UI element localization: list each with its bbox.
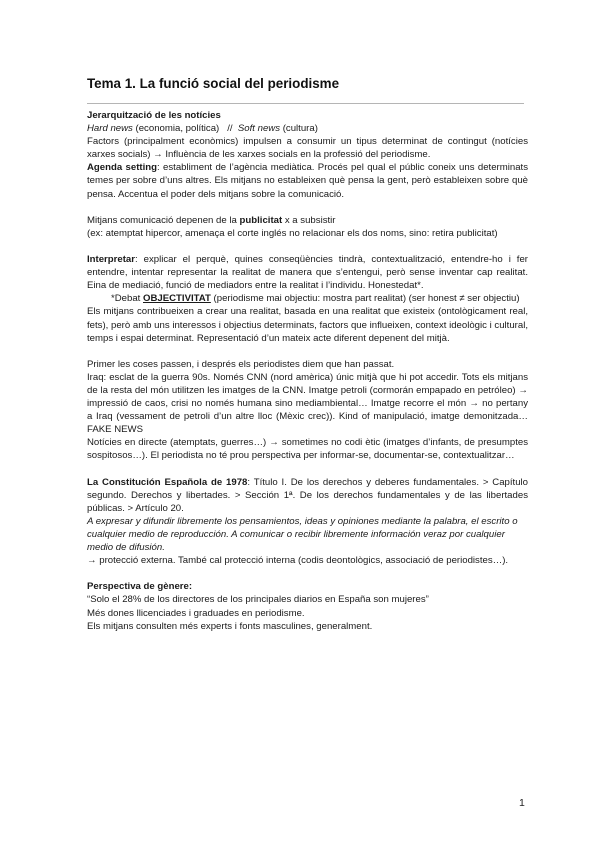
hard-news-term: Hard news [87,123,133,135]
constitucion-title: La Constitución Española de 1978 [87,476,248,488]
genere-line-2: Més dones llicenciades i graduades en periodisme. [87,607,305,619]
page-number: 1 [519,797,525,809]
debat-pre: *Debat [111,293,143,305]
factors-paragraph: Factors (principalment econòmics) impulsen a consumir un tipus determinat de contingut (notícies xarxes socials) → Influència de les xarxes socials en la professió del periodisme. [87,136,528,161]
news-types-line [87,122,528,135]
debat-objectivitat-paragraph [87,292,528,305]
genere-line-3: Els mitjans consulten més experts i fonts masculines, generalment. [87,620,373,632]
debat-post: (periodisme mai objectiu: mostra part realitat) (ser honest ≠ ser objectiu) [210,293,520,305]
paragraph-gap [87,345,528,358]
constitucion-paragraph [87,476,528,515]
interpretar-term: Interpretar [87,254,135,266]
interpretar-paragraph [87,253,528,292]
publicitat-line [87,214,528,227]
section-heading-perspectiva-genere: Perspectiva de gènere: [87,581,193,593]
soft-news-detail: (cultura) [280,123,318,135]
objectivitat-term: OBJECTIVITAT [143,293,211,305]
interpretar-text: : explicar el perquè, quines conseqüències tindrà, contextualització, entendre-ho i fer entendre, intentar representar la realitat de manera que s’entengui, però sense inventar cap realitat. Eina de mediació, funció de mediadors entre la realitat i l’individu. Honestedat*. [87,254,528,292]
page-content [87,76,528,633]
publicitat-term: publicitat [239,214,283,226]
section-heading-jerarquitzacio: Jerarquització de les notícies [87,110,221,121]
agenda-setting-term: Agenda setting [87,162,157,174]
publicitat-post: x a subsistir [282,214,336,226]
articulo-quote: A expresar y difundir libremente los pensamientos, ideas y opiniones mediante la palabra, el escrito o cualquier medio de reproducción. A comunicar o recibir libremente información veraz por cualquier medio de difusión. [87,515,518,554]
genere-quote: “Solo el 28% de los directores de los principales diarios en España son mujeres” [87,594,429,606]
proteccio-paragraph: → protecció externa. També cal protecció interna (codis deontològics, associació de periodistes…). [87,555,509,567]
agenda-setting-text: : establiment de l’agència mediàtica. Procés pel qual el públic coneix uns determinats temes per sobre d’uns altres. Els mitjans no estableixen què pensa la gent, però estableixen sobre què pensa. Accentua el poder dels mitjans sobre la comunicació. [87,162,528,200]
iraq-paragraph: Iraq: esclat de la guerra 90s. Només CNN (nord amèrica) únic mitjà que hi pot accedir. Tots els mitjans de la resta del món utilitzen les imatges de la CNN. Imatge petroli (cormorán empapado en petróleo) → impressió de caos, crisi no només humana sino mediambiental… Imatge recorre el món → no pertany a Iraq (vessament de petroli d’un altre lloc (Mèxic crec)). Kind of manipulació, imatge demonitzada… FAKE NEWS [87,371,528,436]
paragraph-gap [87,201,528,214]
mitjans-realitat-paragraph: Els mitjans contribueixen a crear una realitat, basada en una realitat que existeix (ontològicament real, fets), però amb uns interessos i objectius determinats, factors que influeixen, context ideològic i cultural, temps i espai determinat. Representació d’un mateix acte diferent depenent del mitjà. [87,306,529,344]
paragraph-gap [87,463,528,476]
agenda-setting-paragraph [87,161,528,200]
hard-news-detail: (economia, política) // [132,123,238,135]
constitucion-text: : Título I. De los derechos y deberes fundamentales. > Capítulo segundo. Derechos y libertades. > Sección 1ª. De los derechos fundamentales y de las libertades públicas. > Artículo 20. [87,476,528,514]
page-title: Tema 1. La funció social del periodisme [87,76,340,91]
soft-news-term: Soft news [237,123,281,135]
paragraph-gap [87,567,528,580]
title-divider [87,103,524,104]
publicitat-pre: Mitjans comunicació depenen de la [87,214,240,226]
paragraph-gap [87,240,528,253]
primer-coses-line: Primer les coses passen, i després els periodistes diem que han passat. [87,358,395,370]
publicitat-example: (ex: atemptat hipercor, amenaça el corte inglés no relacionar els dos noms, sino: retira publicitat) [87,227,498,239]
noticies-directe-paragraph: Notícies en directe (atemptats, guerres…) → sometimes no codi ètic (imatges d’infants, de presumptes sospitosos…). El periodista no té prou perspectiva per informar-se, documentar-se, contextualitzar… [87,437,528,462]
